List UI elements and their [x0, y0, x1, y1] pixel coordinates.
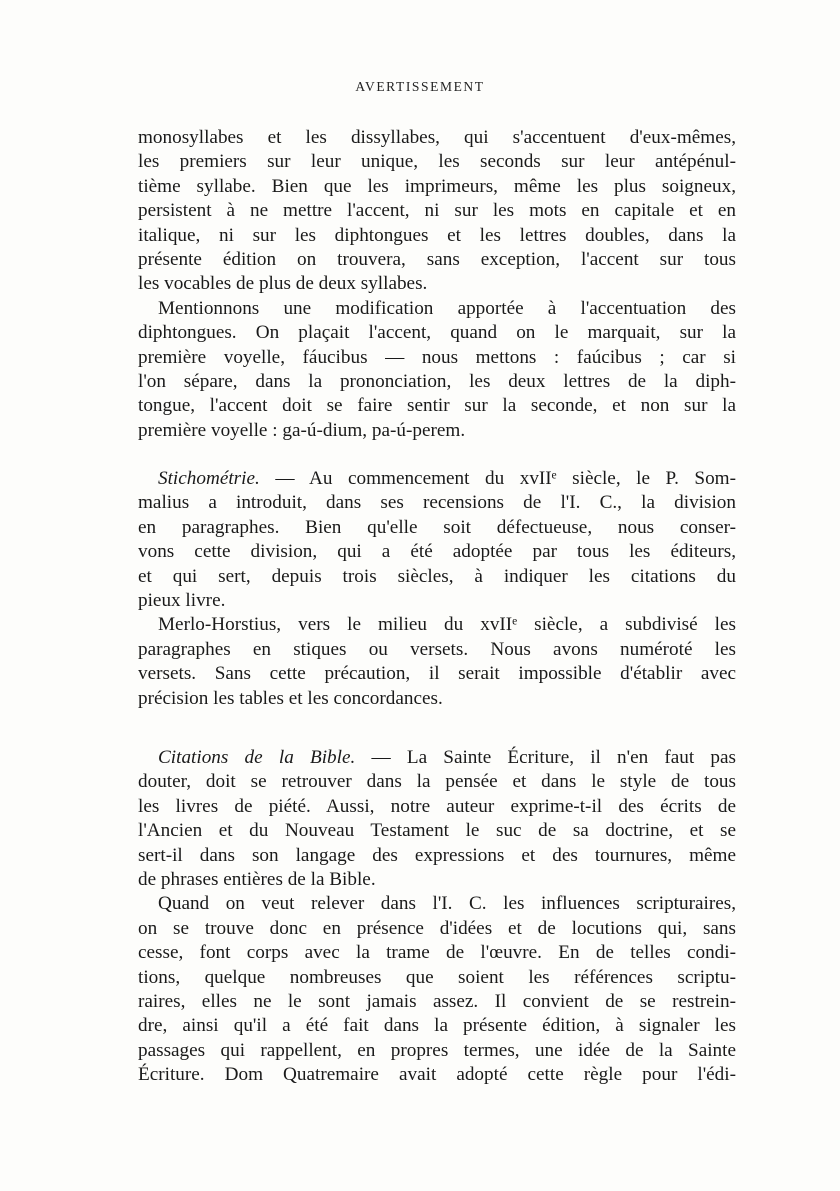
text-line: les livres de piété. Aussi, notre auteur exprime-t-il des écrits de [138, 795, 736, 817]
citations-section [138, 746, 736, 1087]
text-line: première voyelle, fáucibus — nous mettons : faúcibus ; car si [138, 346, 736, 368]
text-line: Écriture. Dom Quatremaire avait adopté cette règle pour l'édi- [138, 1064, 736, 1086]
section-first-line [138, 746, 736, 770]
text-line: persistent à ne mettre l'accent, ni sur les mots en capitale et en [138, 200, 736, 222]
accentuation-section [138, 126, 736, 443]
text-line: tième syllabe. Bien que les imprimeurs, même les plus soigneux, [138, 175, 736, 197]
text-line: première voyelle : ga-ú-dium, pa-ú-perem. [138, 419, 466, 441]
first-line-text: Au commencement du xvIIᵉ siècle, le P. Som- [309, 468, 736, 489]
text-line: italique, ni sur les diphtongues et les lettres doubles, dans la [138, 224, 736, 246]
text-line: les vocables de plus de deux syllabes. [138, 273, 428, 295]
text-line: précision les tables et les concordances. [138, 687, 443, 709]
text-line: malius a introduit, dans ses recensions de l'I. C., la division [138, 492, 736, 514]
text-line: douter, doit se retrouver dans la pensée et dans le style de tous [138, 771, 736, 793]
text-line: passages qui rappellent, en propres termes, une idée de la Sainte [138, 1039, 736, 1061]
heading-dash: — [259, 468, 309, 489]
stichometrie-section [138, 467, 736, 711]
text-line: cesse, font corps avec la trame de l'œuvre. En de telles condi- [138, 942, 736, 964]
text-line: les premiers sur leur unique, les seconds sur leur antépénul- [138, 151, 736, 173]
first-line-text: La Sainte Écriture, il n'en faut pas [406, 747, 736, 768]
section-heading: Citations de la Bible. [158, 747, 356, 768]
text-line: tongue, l'accent doit se faire sentir sur la seconde, et non sur la [138, 395, 736, 417]
text-line: l'Ancien et du Nouveau Testament le suc de sa doctrine, et se [138, 820, 736, 842]
text-line: en paragraphes. Bien qu'elle soit défectueuse, nous conser- [138, 516, 736, 538]
text-line: présente édition on trouvera, sans exception, l'accent sur tous [138, 248, 736, 270]
text-line: tions, quelque nombreuses que soient les références scriptu- [138, 966, 736, 988]
text-line: diphtongues. On plaçait l'accent, quand on le marquait, sur la [138, 322, 736, 344]
text-line: paragraphes en stiques ou versets. Nous avons numéroté les [138, 638, 736, 660]
text-line: versets. Sans cette précaution, il serait impossible d'établir avec [138, 663, 736, 685]
section-first-line [138, 467, 736, 491]
text-line: de phrases entières de la Bible. [138, 868, 376, 890]
text-line: sert-il dans son langage des expressions et des tournures, même [138, 844, 736, 866]
text-line: monosyllabes et les dissyllabes, qui s'accentuent d'eux-mêmes, [138, 127, 736, 148]
running-header: AVERTISSEMENT [355, 79, 485, 94]
text-line: on se trouve donc en présence d'idées et de locutions qui, sans [138, 917, 736, 939]
text-line: Quand on veut relever dans l'I. C. les influences scripturaires, [158, 893, 736, 915]
text-line: et qui sert, depuis trois siècles, à indiquer les citations du [138, 565, 736, 587]
text-line: pieux livre. [138, 589, 226, 611]
text-line: l'on sépare, dans la prononciation, les deux lettres de la diph- [138, 370, 736, 392]
heading-dash: — [355, 747, 407, 768]
text-line: vons cette division, qui a été adoptée par tous les éditeurs, [138, 541, 736, 563]
section-heading: Stichométrie. [158, 468, 260, 489]
text-line: raires, elles ne le sont jamais assez. Il convient de se restrein- [138, 990, 736, 1012]
text-line: Mentionnons une modification apportée à l'accentuation des [158, 297, 736, 319]
text-line: dre, ainsi qu'il a été fait dans la présente édition, à signaler les [138, 1015, 736, 1037]
text-line: Merlo-Horstius, vers le milieu du xvIIᵉ siècle, a subdivisé les [158, 614, 736, 636]
